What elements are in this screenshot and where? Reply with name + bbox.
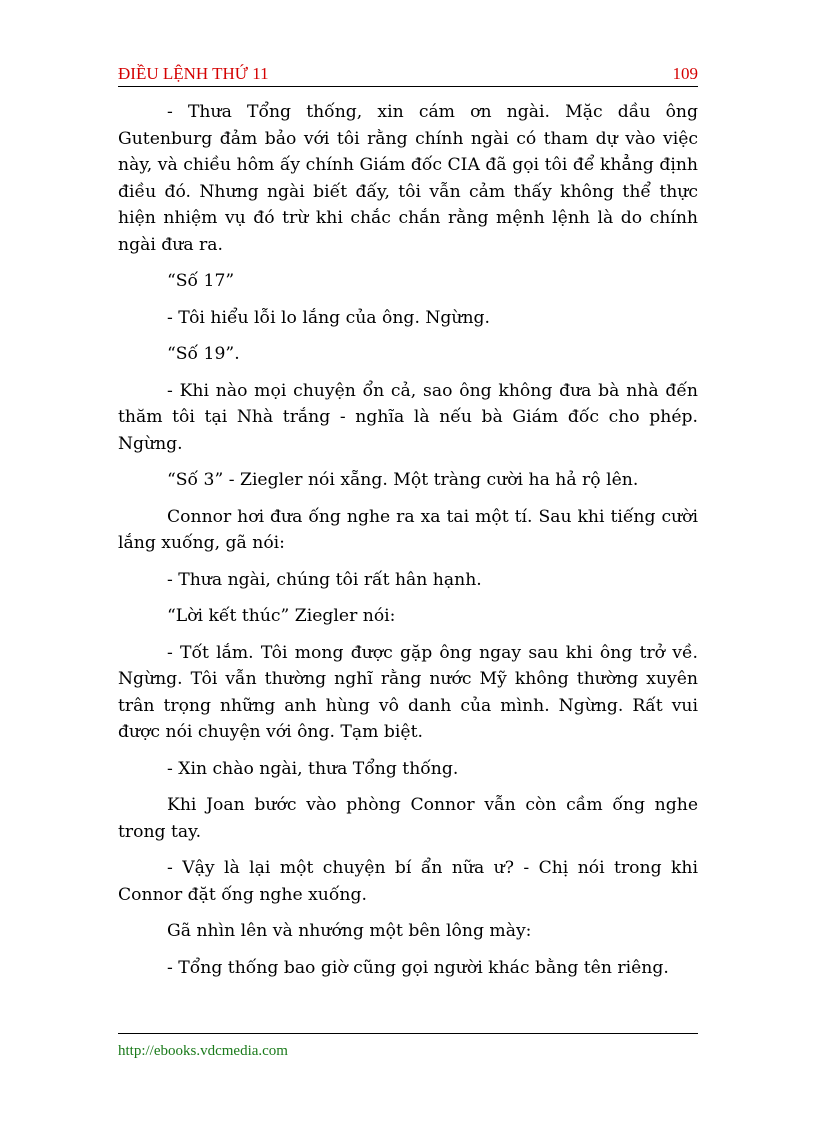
page-header <box>118 60 698 87</box>
paragraph: Gã nhìn lên và nhướng một bên lông mày: <box>167 921 532 941</box>
paragraph: - Vậy là lại một chuyện bí ẩn nữa ư? - Chị nói trong khi Connor đặt ống nghe xuống. <box>118 858 698 905</box>
page-number: 109 <box>672 64 698 83</box>
paragraph: - Thưa Tổng thống, xin cám ơn ngài. Mặc dầu ông Gutenburg đảm bảo với tôi rằng chính ngài có tham dự vào việc này, và chiều hôm ấy chính Giám đốc CIA đã gọi tôi để khẳng định điều đó. Nhưng ngài biết đấy, tôi vẫn cảm thấy không thể thực hiện nhiệm vụ đó trừ khi chắc chắn rằng mệnh lệnh là do chính ngài đưa ra. <box>118 102 698 255</box>
chapter-title: ĐIỀU LỆNH THỨ 11 <box>118 64 269 83</box>
paragraph: - Tôi hiểu lỗi lo lắng của ông. Ngừng. <box>167 307 491 328</box>
footer-divider <box>118 1033 698 1034</box>
paragraph: - Thưa ngài, chúng tôi rất hân hạnh. <box>167 569 482 590</box>
footer-link[interactable]: http://ebooks.vdcmedia.com <box>118 1043 288 1059</box>
paragraph: “Số 3” - Ziegler nói xẵng. Một tràng cười ha hả rộ lên. <box>167 470 639 490</box>
paragraph: “Số 19”. <box>167 344 240 364</box>
paragraph: - Xin chào ngài, thưa Tổng thống. <box>167 758 459 779</box>
body-text <box>118 99 698 991</box>
paragraph: “Số 17” <box>167 271 235 291</box>
paragraph: - Khi nào mọi chuyện ổn cả, sao ông không đưa bà nhà đến thăm tôi tại Nhà trắng - nghĩa là nếu bà Giám đốc cho phép. Ngừng. <box>118 380 698 454</box>
paragraph: - Tổng thống bao giờ cũng gọi người khác bằng tên riêng. <box>167 957 669 978</box>
paragraph: - Tốt lắm. Tôi mong được gặp ông ngay sau khi ông trở về. Ngừng. Tôi vẫn thường nghĩ rằng nước Mỹ không thường xuyên trân trọng những anh hùng vô danh của mình. Ngừng. Rất vui được nói chuyện với ông. Tạm biệt. <box>118 642 698 742</box>
paragraph: Khi Joan bước vào phòng Connor vẫn còn cầm ống nghe trong tay. <box>118 795 698 842</box>
paragraph: “Lời kết thúc” Ziegler nói: <box>167 606 396 626</box>
paragraph: Connor hơi đưa ống nghe ra xa tai một tí. Sau khi tiếng cười lắng xuống, gã nói: <box>118 506 698 553</box>
